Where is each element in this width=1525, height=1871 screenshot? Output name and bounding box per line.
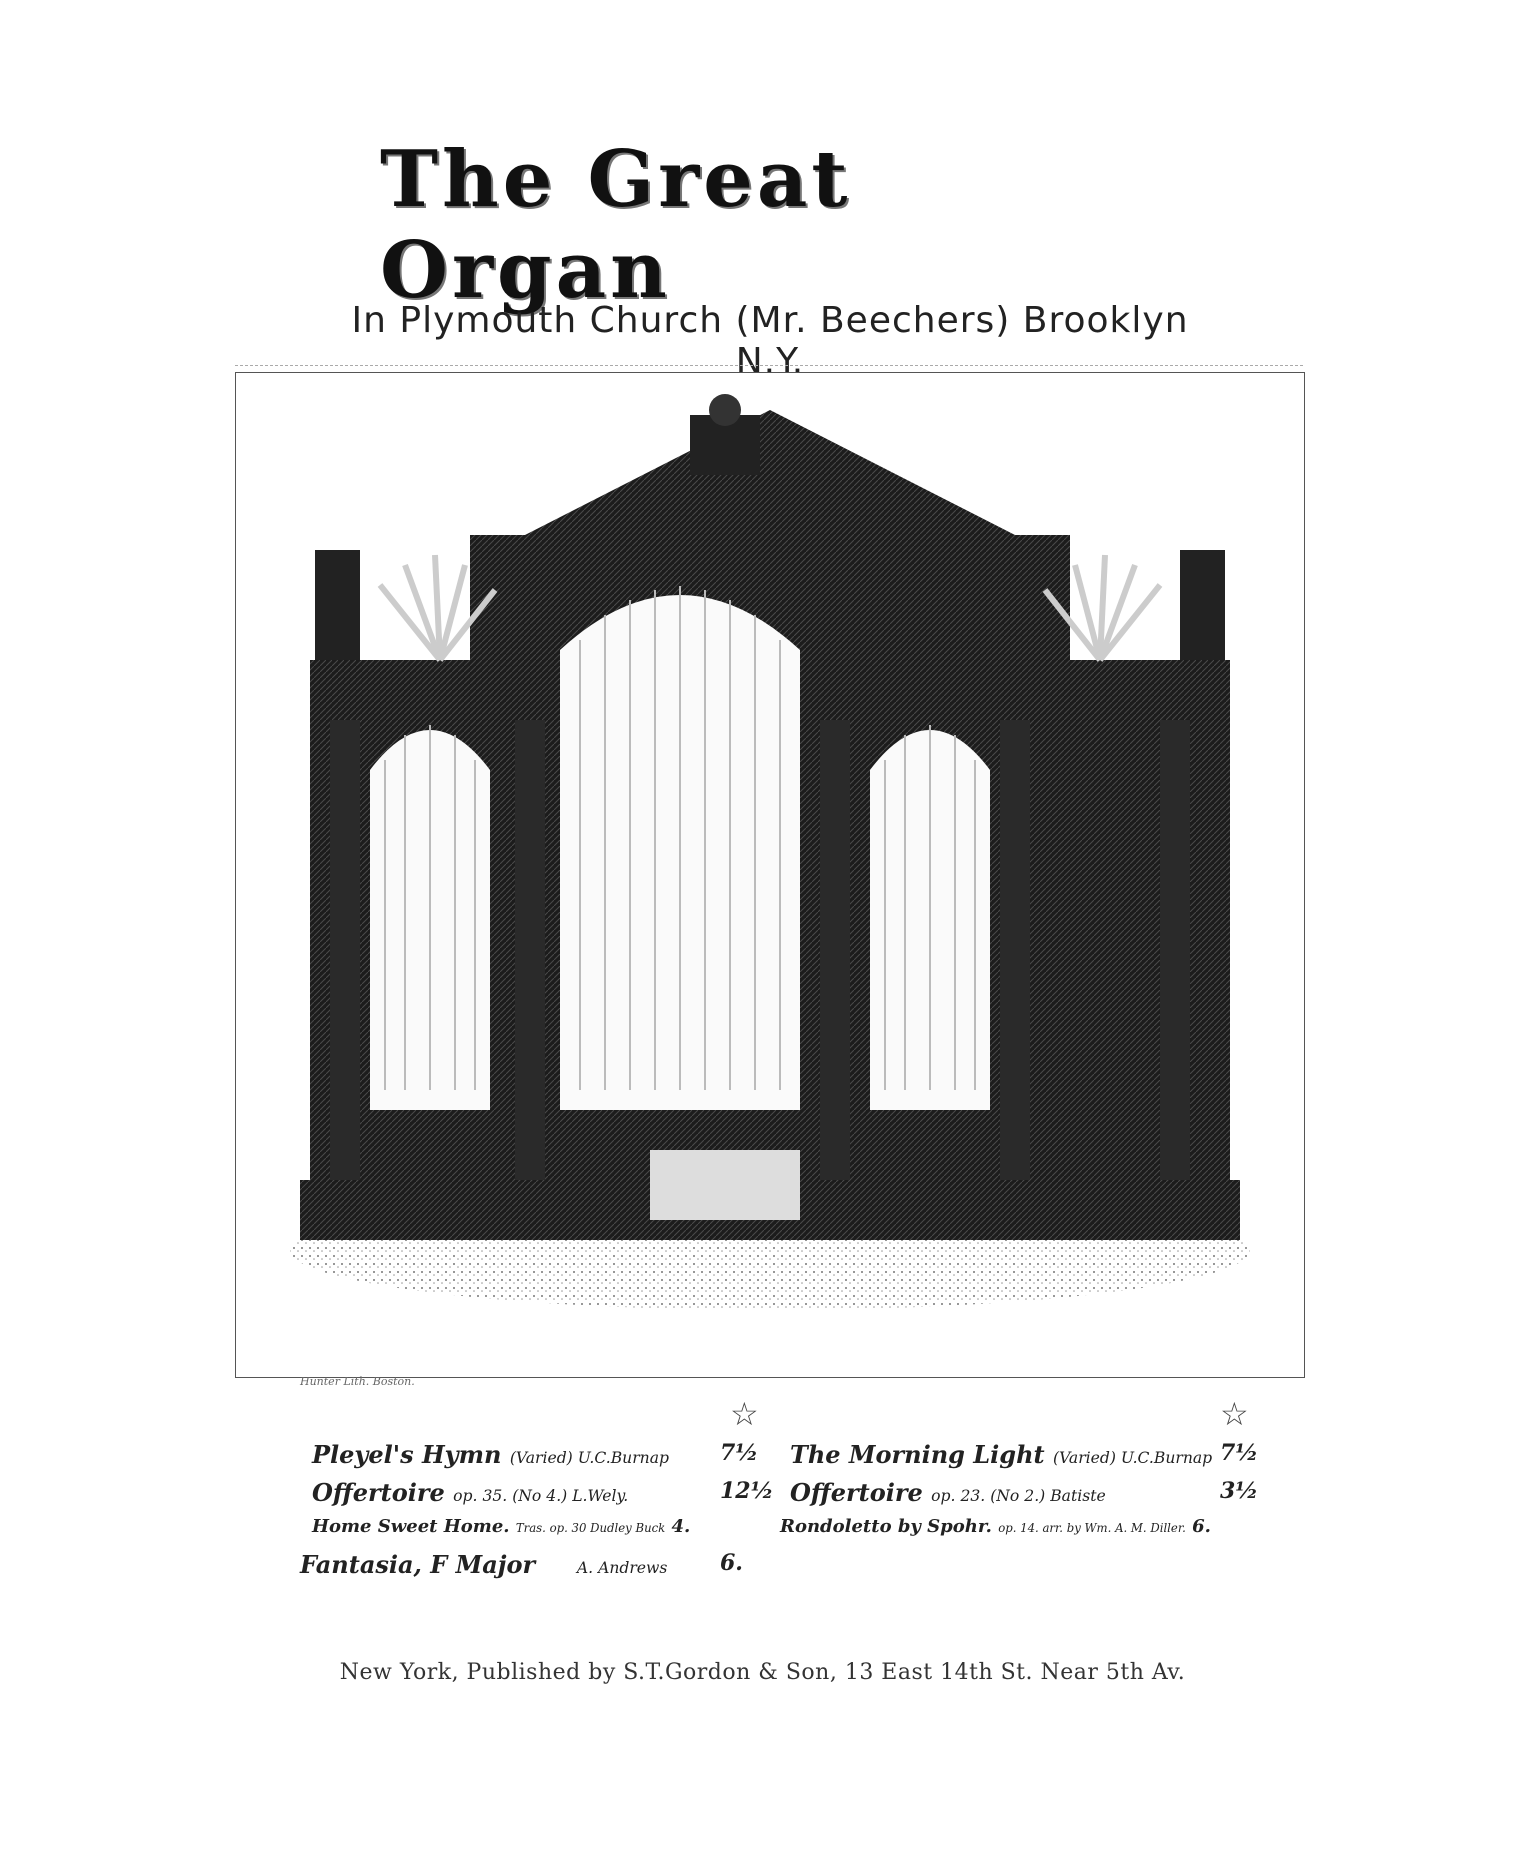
statue-head <box>709 394 741 426</box>
organ-engraving <box>260 390 1280 1340</box>
list-item: Home Sweet Home. Tras. op. 30 Dudley Buck 4. <box>312 1516 691 1537</box>
left-finial <box>315 550 360 660</box>
page-title: The Great Organ <box>380 134 852 316</box>
list-item: Offertoire op. 23. (No 2.) Batiste <box>790 1478 1106 1507</box>
list-item: The Morning Light (Varied) U.C.Burnap <box>790 1440 1213 1469</box>
publisher-line: New York, Published by S.T.Gordon & Son, 13 East 14th St. Near 5th Av. <box>339 1660 1186 1685</box>
list-item-price: 12½ <box>720 1478 774 1504</box>
list-item: Fantasia, F Major A. Andrews <box>300 1550 668 1579</box>
pediment <box>525 410 1015 535</box>
list-item-price: 7½ <box>1220 1440 1259 1466</box>
contents-list <box>300 1395 1260 1580</box>
star-mark: ☆ <box>1220 1395 1249 1433</box>
list-item: Pleyel's Hymn (Varied) U.C.Burnap <box>312 1440 669 1469</box>
list-item-price: 6. <box>720 1550 743 1576</box>
console <box>650 1150 800 1220</box>
engraver-credit: Hunter Lith. Boston. <box>300 1375 415 1388</box>
star-mark: ☆ <box>730 1395 759 1433</box>
right-finial <box>1180 550 1225 660</box>
list-item: Offertoire op. 35. (No 4.) L.Wely. <box>312 1478 629 1507</box>
list-item-price: 7½ <box>720 1440 759 1466</box>
subtitle: In Plymouth Church (Mr. Beechers) Brooklyn N.Y. <box>351 300 1189 382</box>
list-item-price: 3½ <box>1220 1478 1259 1504</box>
title-block <box>380 134 1160 316</box>
list-item: Rondoletto by Spohr. op. 14. arr. by Wm. A. M. Diller. 6. <box>780 1516 1211 1537</box>
dashed-rule <box>235 365 1303 366</box>
